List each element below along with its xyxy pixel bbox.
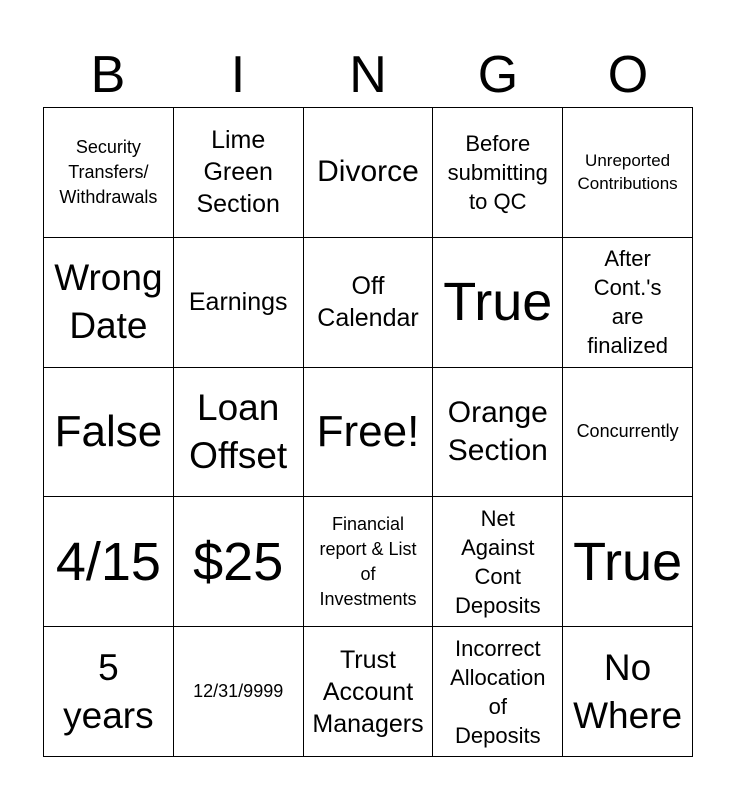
bingo-cell-n5[interactable]: Trust Account Managers xyxy=(304,627,434,757)
bingo-cell-b1[interactable]: Security Transfers/ Withdrawals xyxy=(44,108,174,238)
bingo-cell-o2[interactable]: After Cont.'s are finalized xyxy=(563,238,693,368)
bingo-cell-g1[interactable]: Before submitting to QC xyxy=(433,108,563,238)
header-letter-g: G xyxy=(477,46,519,104)
bingo-cell-n4[interactable]: Financial report & List of Investments xyxy=(304,497,434,627)
bingo-cell-n3-free[interactable]: Free! xyxy=(304,368,434,498)
bingo-cell-o3[interactable]: Concurrently xyxy=(563,368,693,498)
bingo-cell-g5[interactable]: Incorrect Allocation of Deposits xyxy=(433,627,563,757)
bingo-cell-o4[interactable]: True xyxy=(563,497,693,627)
header-letter-b: B xyxy=(90,46,126,104)
bingo-header xyxy=(43,42,693,108)
bingo-cell-o5[interactable]: No Where xyxy=(563,627,693,757)
header-letter-i: I xyxy=(230,46,246,104)
bingo-cell-g4[interactable]: Net Against Cont Deposits xyxy=(433,497,563,627)
bingo-cell-g2[interactable]: True xyxy=(433,238,563,368)
bingo-cell-i5[interactable]: 12/31/9999 xyxy=(174,627,304,757)
bingo-cell-o1[interactable]: Unreported Contributions xyxy=(563,108,693,238)
bingo-cell-b5[interactable]: 5 years xyxy=(44,627,174,757)
bingo-cell-n1[interactable]: Divorce xyxy=(304,108,434,238)
bingo-cell-i2[interactable]: Earnings xyxy=(174,238,304,368)
header-letter-n: N xyxy=(349,46,387,104)
bingo-cell-b2[interactable]: Wrong Date xyxy=(44,238,174,368)
header-letter-o: O xyxy=(607,46,649,104)
bingo-cell-b3[interactable]: False xyxy=(44,368,174,498)
bingo-cell-g3[interactable]: Orange Section xyxy=(433,368,563,498)
bingo-cell-n2[interactable]: Off Calendar xyxy=(304,238,434,368)
bingo-cell-i4[interactable]: $25 xyxy=(174,497,304,627)
bingo-board xyxy=(43,107,693,757)
bingo-cell-i3[interactable]: Loan Offset xyxy=(174,368,304,498)
bingo-cell-b4[interactable]: 4/15 xyxy=(44,497,174,627)
bingo-cell-i1[interactable]: Lime Green Section xyxy=(174,108,304,238)
